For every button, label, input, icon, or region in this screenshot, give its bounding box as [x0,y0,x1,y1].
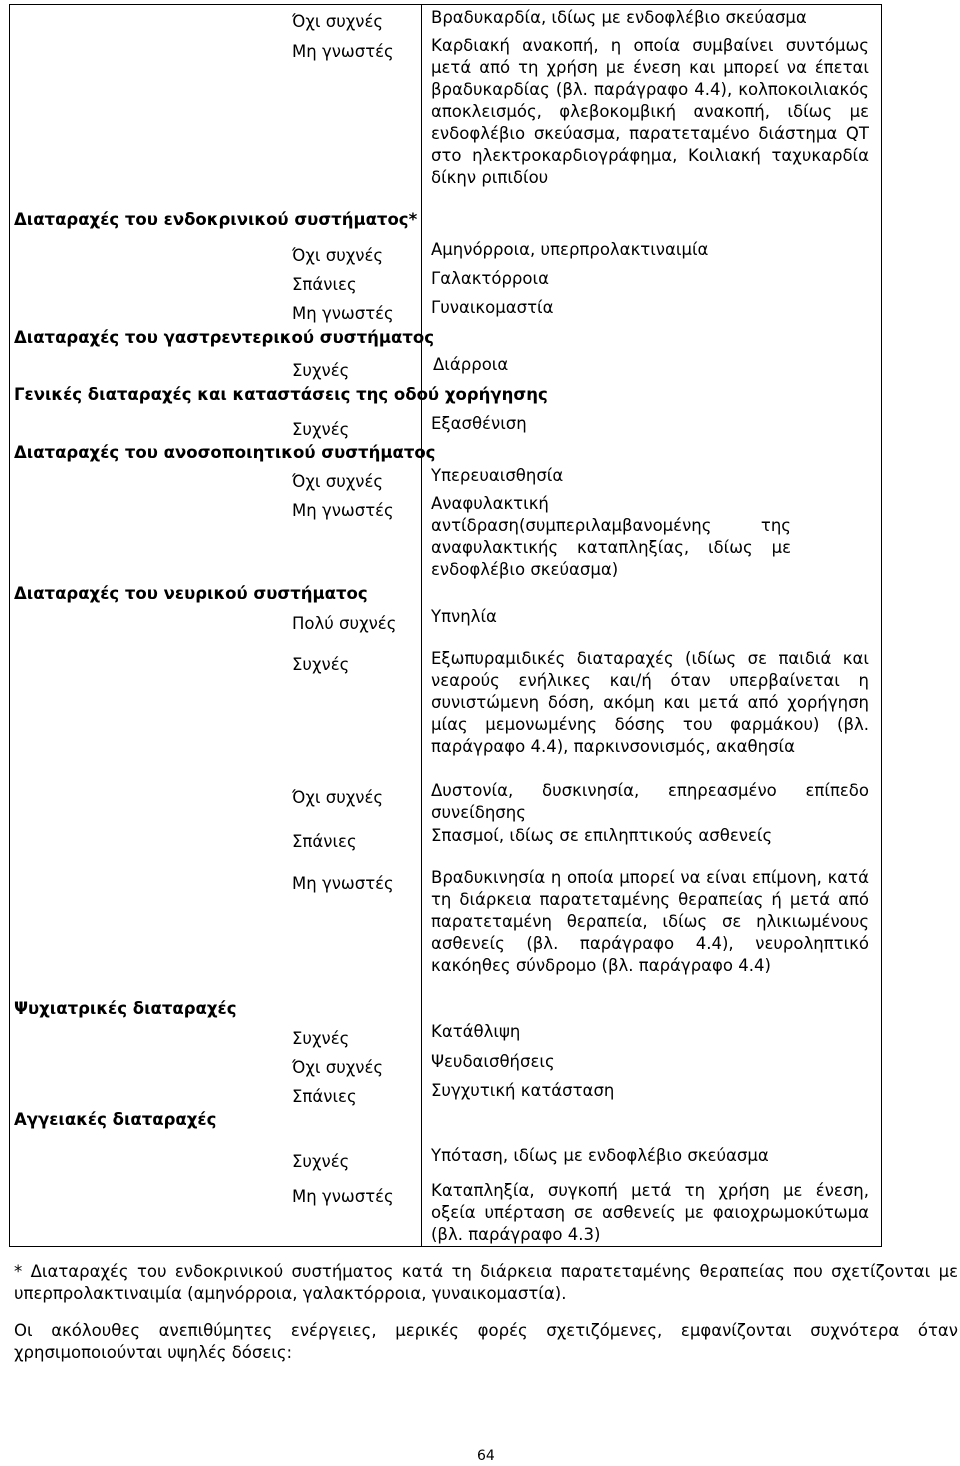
frequency-cell: Μη γνωστές [292,42,394,61]
effect-cell: Ψευδαισθήσεις [431,1052,555,1071]
effect-cell: Δυστονία, δυσκινησία, επηρεασμένο επίπεδο συνείδησης [431,781,869,822]
effect-cell: Σπασμοί, ιδίως σε επιληπτικούς ασθενείς [431,826,773,845]
effect-cell: Βραδυκαρδία, ιδίως με ενδοφλέβιο σκεύασμα [431,8,807,27]
section-heading-immune: Διαταραχές του ανοσοποιητικού συστήματος [14,443,436,462]
effect-cell: Εξωπυραμιδικές διαταραχές (ιδίως σε παιδιά και νεαρούς ενήλικες και/ή όταν υπερβαίνεται η συνιστώμενη δόση, ακόμη και μετά από χορήγηση μίας μεμονωμένης δόσης του φαρμάκου) (βλ. παράγραφο 4.4), παρκινσονισμός, ακαθησία [431,649,869,756]
effect-cell: Διάρροια [433,355,509,374]
frequency-cell: Συχνές [292,655,350,674]
frequency-cell: Σπάνιες [292,832,357,851]
effect-cell: Κατάθλιψη [431,1022,521,1041]
frequency-cell: Όχι συχνές [292,1058,384,1077]
frequency-cell: Μη γνωστές [292,304,394,323]
effect-cell: Υπόταση, ιδίως με ενδοφλέβιο σκεύασμα [431,1146,769,1165]
frequency-cell: Συχνές [292,1152,350,1171]
frequency-cell: Μη γνωστές [292,874,394,893]
section-heading-vascular: Αγγειακές διαταραχές [14,1110,217,1129]
frequency-cell: Συχνές [292,420,350,439]
page-number: 64 [477,1448,495,1464]
frequency-cell: Συχνές [292,1029,350,1048]
section-heading-psychiatric: Ψυχιατρικές διαταραχές [14,999,237,1018]
section-heading-gastrointestinal: Διαταραχές του γαστρεντερικού συστήματος [14,328,434,347]
frequency-cell: Μη γνωστές [292,1187,394,1206]
effect-cell: Καρδιακή ανακοπή, η οποία συμβαίνει συντόμως μετά από τη χρήση με ένεση και μπορεί να έπεται βραδυκαρδίας (βλ. παράγραφο 4.4), κολποκοιλιακός αποκλεισμός, φλεβοκομβική ανακοπή, ιδίως με ενδοφλέβιο σκεύασμα, παρατεταμένο διάστημα QT στο ηλεκτροκαρδιογράφημα, Κοιλιακή ταχυκαρδία δίκην ριπιδίου [431,36,869,187]
frequency-cell: Σπάνιες [292,275,357,294]
effect-cell: Συγχυτική κατάσταση [431,1081,615,1100]
effect-cell: Υπνηλία [431,607,497,626]
frequency-cell: Συχνές [292,361,350,380]
frequency-cell: Όχι συχνές [292,472,384,491]
body-paragraph: Οι ακόλουθες ανεπιθύμητες ενέργειες, μερικές φορές σχετιζόμενες, εμφανίζονται συχνότερα όταν χρησιμοποιούνται υψηλές δόσεις: [14,1321,958,1362]
table-top-border [9,4,882,5]
frequency-cell: Πολύ συχνές [292,614,397,633]
effect-cell: Γυναικομαστία [431,298,554,317]
table-bottom-border [9,1246,882,1247]
effect-cell: Υπερευαισθησία [431,466,564,485]
footnote: * Διαταραχές του ενδοκρινικού συστήματος κατά τη διάρκεια παρατεταμένης θεραπείας που σχετίζονται με υπερπρολακτιναιμία (αμηνόρροια, γαλακτόρροια, γυναικομαστία). [14,1262,958,1303]
frequency-cell: Όχι συχνές [292,246,384,265]
effect-cell: Καταπληξία, συγκοπή μετά τη χρήση με ένεση, οξεία υπέρταση σε ασθενείς με φαιοχρωμοκύτωμα (βλ. παράγραφο 4.3) [431,1181,869,1244]
effect-cell: Βραδυκινησία η οποία μπορεί να είναι επίμονη, κατά τη διάρκεια παρατεταμένης θεραπείας ή μετά από παρατεταμένη θεραπεία, ιδίως σε ηλικιωμένους ασθενείς (βλ. παράγραφο 4.4), νευροληπτικό κακόηθες σύνδρομο (βλ. παράγραφο 4.4) [431,868,869,975]
frequency-cell: Μη γνωστές [292,501,394,520]
table-right-border [881,4,882,1246]
table-left-border [9,4,10,1246]
section-heading-nervous: Διαταραχές του νευρικού συστήματος [14,584,368,603]
section-heading-endocrine: Διαταραχές του ενδοκρινικού συστήματος* [14,210,418,229]
table-column-divider [421,4,422,1246]
frequency-cell: Όχι συχνές [292,788,384,807]
effect-cell: Εξασθένιση [431,414,527,433]
effect-cell: Γαλακτόρροια [431,269,549,288]
effect-cell: Αμηνόρροια, υπερπρολακτιναιμία [431,240,709,259]
effect-cell: Αναφυλακτική αντίδραση(συμπεριλαμβανομένης της αναφυλακτικής καταπληξίας, ιδίως με ενδοφλέβιο σκεύασμα) [431,494,791,579]
section-heading-general: Γενικές διαταραχές και καταστάσεις της οδού χορήγησης [14,385,548,404]
frequency-cell: Σπάνιες [292,1087,357,1106]
frequency-cell: Όχι συχνές [292,12,384,31]
